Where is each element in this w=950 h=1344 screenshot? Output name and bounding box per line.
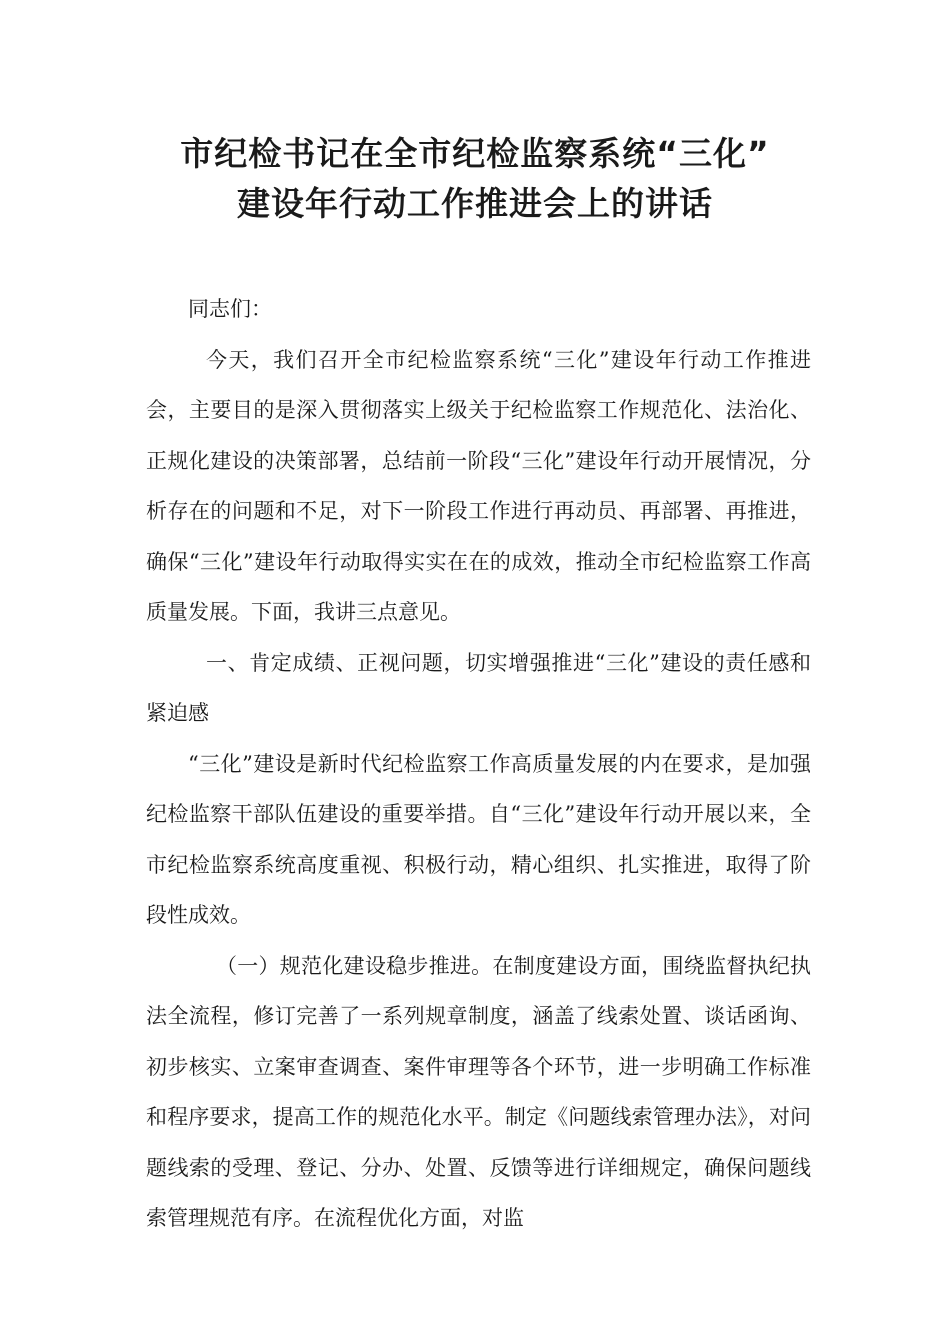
document-body xyxy=(146,284,811,1244)
salutation: 同志们： xyxy=(188,297,272,321)
paragraph-intro: 今天，我们召开全市纪检监察系统“三化”建设年行动工作推进会，主要目的是深入贯彻落实上级关于纪检监察工作规范化、法治化、正规化建设的决策部署，总结前一阶段“三化”建设年行动开展情况，分析存在的问题和不足，对下一阶段工作进行再动员、再部署、再推进，确保“三化”建设年行动取得实实在在的成效，推动全市纪检监察工作高质量发展。下面，我讲三点意见。 xyxy=(146,347,811,624)
document-title-line-1: 市纪检书记在全市纪检监察系统“三化” xyxy=(180,134,770,173)
paragraph-section-1: “三化”建设是新时代纪检监察工作高质量发展的内在要求，是加强纪检监察干部队伍建设的重要举措。自“三化”建设年行动开展以来，全市纪检监察系统高度重视、积极行动，精心组织、扎实推进，取得了阶段性成效。 xyxy=(146,751,811,927)
document-title-line-2: 建设年行动工作推进会上的讲话 xyxy=(237,184,713,223)
paragraph-subsection-1: （一）规范化建设稳步推进。在制度建设方面，围绕监督执纪执法全流程，修订完善了一系列规章制度，涵盖了线索处置、谈话函询、初步核实、立案审查调查、案件审理等各个环节，进一步明确工作标准和程序要求，提高工作的规范化水平。制定《问题线索管理办法》，对问题线索的受理、登记、分办、处置、反馈等进行详细规定，确保问题线索管理规范有序。在流程优化方面，对监 xyxy=(146,953,811,1230)
section-heading-1: 一、肯定成绩、正视问题，切实增强推进“三化”建设的责任感和紧迫感 xyxy=(146,650,811,725)
